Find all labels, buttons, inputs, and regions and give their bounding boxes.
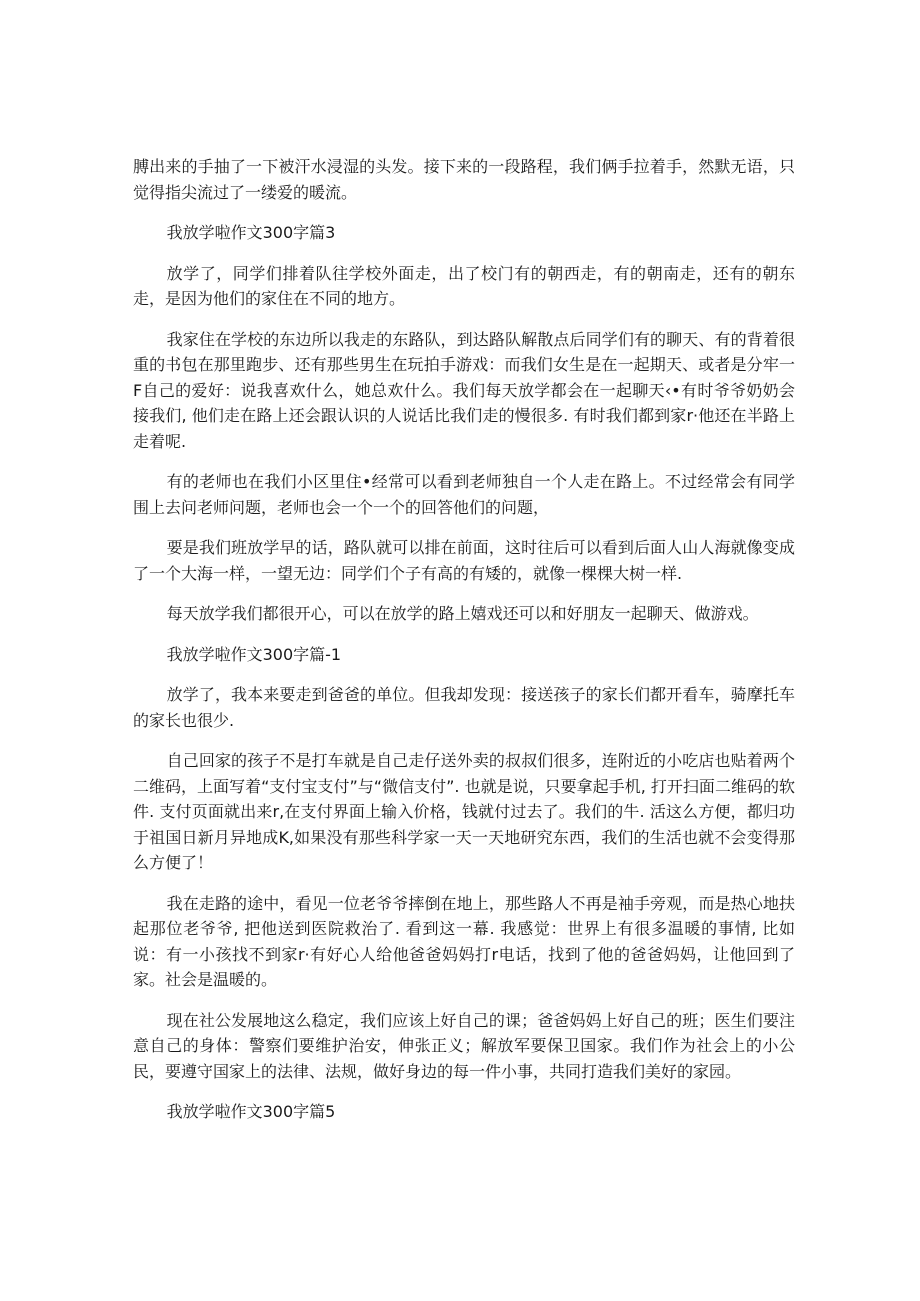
section-heading-4: 我放学啦作文300字篇-1 bbox=[166, 644, 342, 664]
paragraph: 每天放学我们都很开心，可以在放学的路上嬉戏还可以和好朋友一起聊天、做游戏。 bbox=[166, 604, 759, 623]
paragraph: 我家住在学校的东边所以我走的东路队，到达路队解散点后同学们有的聊天、有的背着很重的书包在那里跑步、还有那些男生在玩拍手游戏：而我们女生是在一起期天、或者是分牢一F自己的爱好：说我喜欢什么，她总欢什么。我们每天放学都会在一起聊天‹•有时爷爷奶奶会接我们, 他们走在路上还会跟认识的人说话比我们走的慢很多. 有时我们都到家r·他还在半路上走着呢. bbox=[133, 329, 795, 451]
paragraph: 放学了，我本来要走到爸爸的单位。但我却发现：接送孩子的家长们都开看车，骑摩托车的家长也很少. bbox=[133, 685, 795, 730]
paragraph: 放学了，同学们排着队往学校外面走，出了校门有的朝西走，有的朝南走，还有的朝东走，是因为他们的家住在不同的地方。 bbox=[133, 263, 795, 308]
paragraph: 现在社公发展地这么稳定，我们应该上好自己的课；爸爸妈妈上好自己的班；医生们要注意自己的身体：警察们要维护治安，伸张正义；解放军要保卫国家。我们作为社会上的小公民，要遵守国家上的法律、法规，做好身边的每一件小事，共同打造我们美好的家园。 bbox=[133, 1010, 795, 1081]
paragraph: 我在走路的途中，看见一位老爷爷摔倒在地上，那些路人不再是袖手旁观，而是热心地扶起那位老爷爷, 把他送到医院救治了. 看到这一幕. 我感觉：世界上有很多温暖的事情, 比如说：有一小孩找不到家r·有好心人给他爸爸妈妈打r电话，找到了他的爸爸妈妈，让他回到了家。社会是温暖的。 bbox=[133, 893, 795, 989]
section-heading-3: 我放学啦作文300字篇3 bbox=[166, 223, 336, 242]
paragraph: 自己回家的孩子不是打车就是自己走仔送外卖的叔叔们很多，连附近的小吃店也贴着两个二维码，上面写着“支付宝支付”与“微信支付”. 也就是说，只要拿起手机, 打开扫面二维码的软件. 支付页面就出来r,在支付界面上输入价格，钱就付过去了。我们的牛. 活这么方便，都归功于祖国日新月异地成K,如果没有那些科学家一天一天地研究东西，我们的生活也就不会变得那么方便了！ bbox=[133, 751, 795, 872]
section-heading-5: 我放学啦作文300字篇5 bbox=[166, 1102, 336, 1121]
document-body bbox=[133, 154, 795, 1140]
paragraph: 要是我们班放学早的话，路队就可以排在前面，这时往后可以看到后面人山人海就像变成了一个大海一样，一望无边：同学们个子有高的有矮的，就像一棵棵大树一样. bbox=[133, 538, 795, 583]
paragraph: 有的老师也在我们小区里住•经常可以看到老师独自一个人走在路上。不过经常会有同学围上去问老师问题，老师也会一个一个的回答他们的问题， bbox=[133, 472, 795, 517]
paragraph-continued: 膊出来的手抽了一下被汗水浸湿的头发。接下来的一段路程，我们俩手拉着手，然默无语，只觉得指尖流过了一缕爱的暖流。 bbox=[133, 157, 795, 202]
